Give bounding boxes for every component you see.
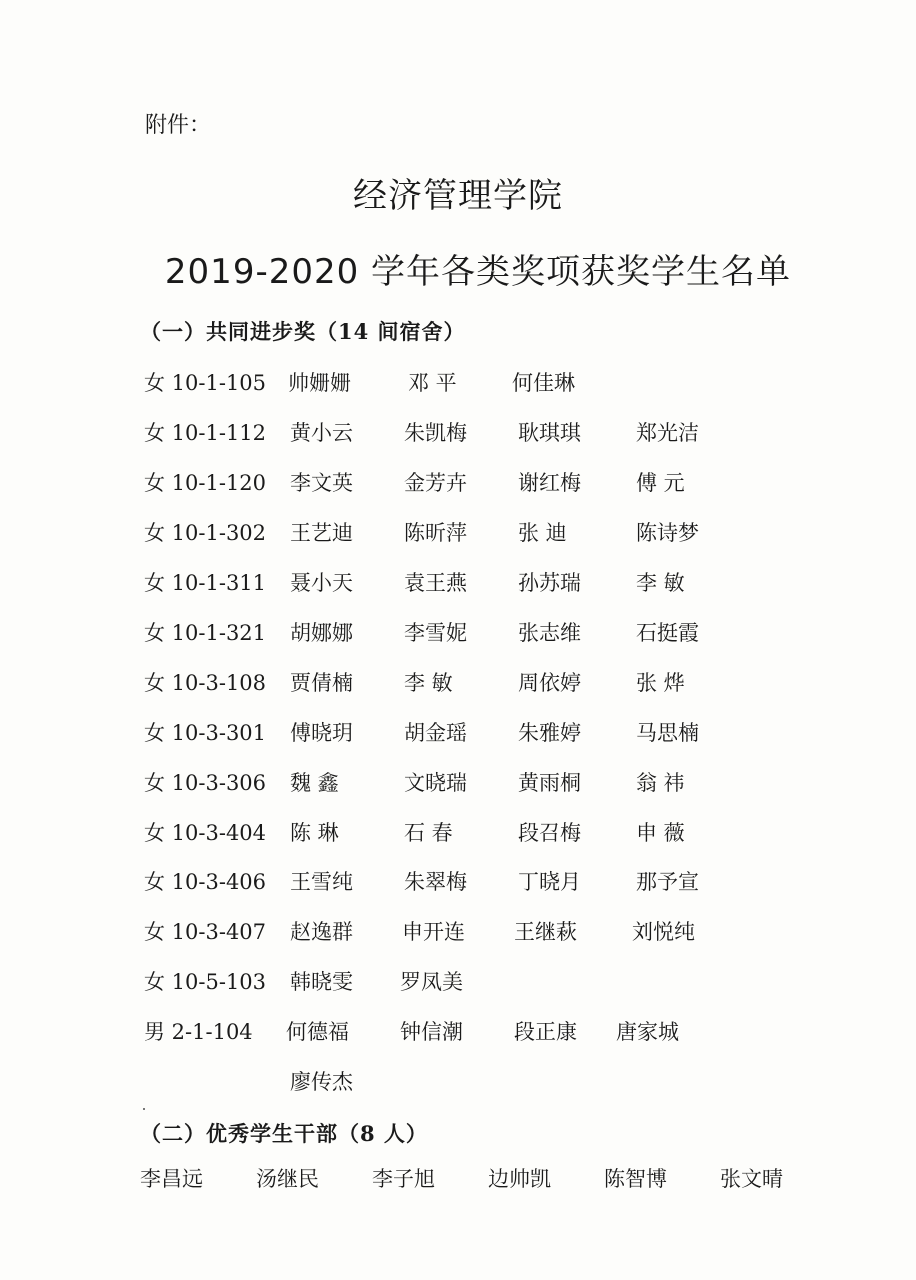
cadre-name: 李昌远 (140, 1167, 203, 1191)
cadre-name: 李子旭 (372, 1167, 435, 1191)
student-name: 张 烨 (636, 671, 685, 695)
student-name: 谢红梅 (518, 471, 581, 495)
student-name: 马思楠 (636, 721, 699, 745)
dorm-room: 男 2-1-104 (144, 1020, 253, 1044)
cadre-name: 汤继民 (256, 1167, 319, 1191)
cadre-name: 边帅凯 (488, 1167, 551, 1191)
student-name: 胡金瑶 (404, 721, 467, 745)
student-name: 何德福 (286, 1020, 349, 1044)
dorm-room: 女 10-1-112 (144, 421, 267, 445)
student-name: 段正康 (514, 1020, 577, 1044)
student-name: 王继萩 (514, 920, 577, 944)
student-name: 邓 平 (408, 371, 457, 395)
student-name: 赵逸群 (290, 920, 353, 944)
student-name: 韩晓雯 (290, 970, 353, 994)
student-name: 周依婷 (518, 671, 581, 695)
dorm-room: 女 10-1-302 (144, 521, 267, 545)
scan-speck (143, 1108, 145, 1110)
document-subtitle: 2019-2020 学年各类奖项获奖学生名单 (164, 252, 792, 292)
student-name: 翁 祎 (636, 771, 685, 795)
student-name: 何佳琳 (512, 371, 575, 395)
document-title: 经济管理学院 (353, 176, 563, 216)
student-name: 丁晓月 (518, 870, 581, 894)
student-name: 石挺霞 (636, 621, 699, 645)
student-name: 朱凯梅 (404, 421, 467, 445)
student-name: 魏 鑫 (290, 771, 339, 795)
student-name: 申 薇 (636, 821, 685, 845)
student-name: 金芳卉 (404, 471, 467, 495)
cadre-name: 张文晴 (720, 1167, 783, 1191)
student-name: 郑光洁 (636, 421, 699, 445)
cadre-name: 陈智博 (604, 1167, 667, 1191)
dorm-room: 女 10-5-103 (144, 970, 267, 994)
student-name: 段召梅 (518, 821, 581, 845)
dorm-room: 女 10-3-407 (144, 920, 267, 944)
student-name: 黄小云 (290, 421, 353, 445)
student-name: 傅 元 (636, 471, 685, 495)
student-name: 李文英 (290, 471, 353, 495)
student-name: 文晓瑞 (404, 771, 467, 795)
dorm-room: 女 10-1-120 (144, 471, 267, 495)
student-name: 耿琪琪 (518, 421, 581, 445)
student-name: 袁王燕 (404, 571, 467, 595)
student-name: 王艺迪 (290, 521, 353, 545)
dorm-room: 女 10-3-406 (144, 870, 267, 894)
student-name: 帅姗姗 (288, 371, 351, 395)
student-name: 刘悦纯 (632, 920, 695, 944)
dorm-room: 女 10-1-105 (144, 371, 267, 395)
dorm-room: 女 10-1-311 (144, 571, 267, 595)
student-name: 钟信潮 (400, 1020, 463, 1044)
student-name: 陈 琳 (290, 821, 339, 845)
student-name: 黄雨桐 (518, 771, 581, 795)
student-name: 李雪妮 (404, 621, 467, 645)
student-name: 孙苏瑞 (518, 571, 581, 595)
student-name: 傅晓玥 (290, 721, 353, 745)
student-name: 唐家城 (616, 1020, 679, 1044)
student-name: 那予宣 (636, 870, 699, 894)
student-name: 胡娜娜 (290, 621, 353, 645)
student-name: 张志维 (518, 621, 581, 645)
dorm-room: 女 10-3-404 (144, 821, 267, 845)
student-name: 石 春 (404, 821, 453, 845)
student-name: 罗凤美 (400, 970, 463, 994)
student-name: 李 敏 (636, 571, 685, 595)
student-name: 廖传杰 (290, 1070, 353, 1094)
student-name: 聂小天 (290, 571, 353, 595)
student-name: 朱雅婷 (518, 721, 581, 745)
dorm-room: 女 10-1-321 (144, 621, 267, 645)
student-name: 陈昕萍 (404, 521, 467, 545)
dorm-room: 女 10-3-301 (144, 721, 267, 745)
student-name: 朱翠梅 (404, 870, 467, 894)
student-name: 贾倩楠 (290, 671, 353, 695)
student-name: 申开连 (402, 920, 465, 944)
student-name: 陈诗梦 (636, 521, 699, 545)
student-name: 李 敏 (404, 671, 453, 695)
student-name: 王雪纯 (290, 870, 353, 894)
dorm-room: 女 10-3-108 (144, 671, 267, 695)
attachment-label: 附件： (145, 113, 212, 138)
dorm-room: 女 10-3-306 (144, 771, 267, 795)
section-heading-progress-award: （一）共同进步奖（14 间宿舍） (140, 319, 466, 344)
student-name: 张 迪 (518, 521, 567, 545)
section-heading-outstanding-cadres: （二）优秀学生干部（8 人） (140, 1121, 428, 1146)
